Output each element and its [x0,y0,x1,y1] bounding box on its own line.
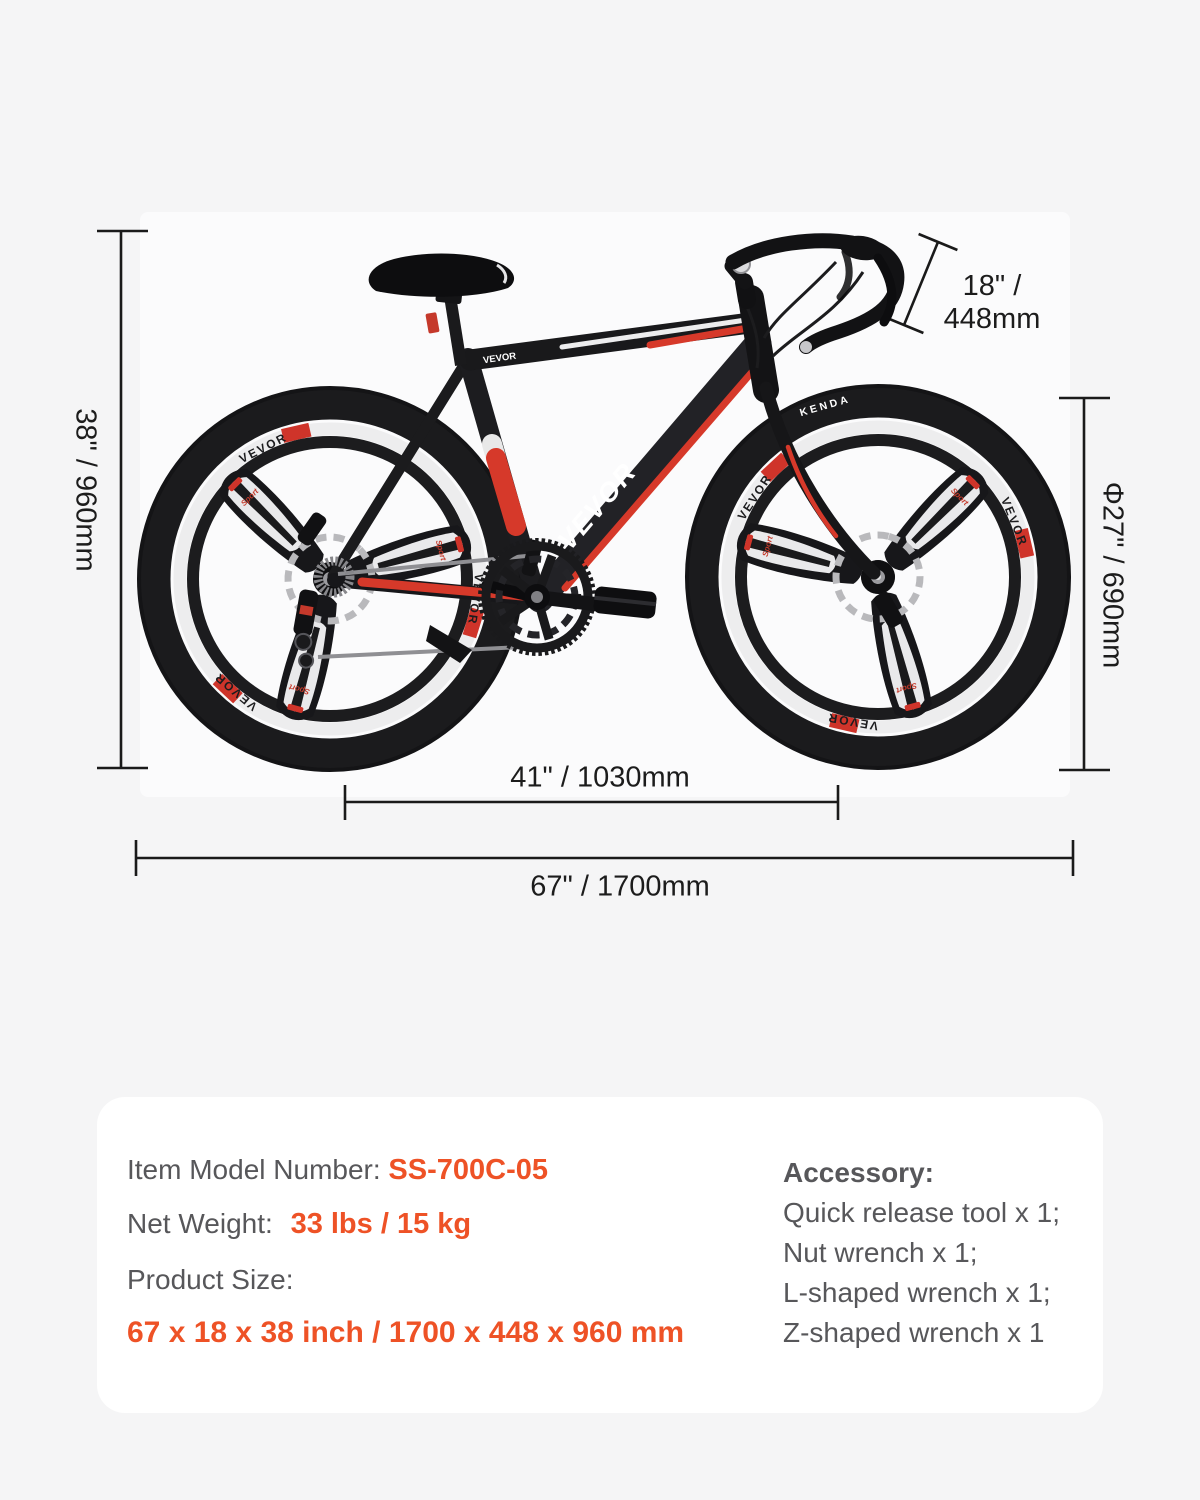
accessory-item: Quick release tool x 1; [783,1197,1061,1228]
bar-top [733,241,852,262]
brake-cable-1 [764,262,836,338]
saddle [369,254,514,297]
handlebar-dim-line [904,242,938,325]
accessory-item: Z-shaped wrench x 1 [783,1317,1045,1348]
accessory-item: Nut wrench x 1; [783,1237,978,1268]
model-row [127,1153,548,1187]
length-dimension-label: 67" / 1700mm [530,870,710,903]
size-label: Product Size: [127,1264,294,1295]
model-label: Item Model Number: [127,1154,381,1185]
weight-label: Net Weight: [127,1208,273,1239]
handlebar-dimension-line2: 448mm [943,303,1041,335]
accessory-list [783,1193,1060,1353]
size-value: 67 x 18 x 38 inch / 1700 x 448 x 960 mm [127,1316,685,1349]
weight-row [127,1207,471,1241]
wheelbase-dimension-label: 41" / 1030mm [510,761,690,794]
weight-value: 33 lbs / 15 kg [290,1208,472,1240]
accessory-block [783,1153,1060,1353]
accessory-item: L-shaped wrench x 1; [783,1277,1051,1308]
accessory-title: Accessory: [783,1157,934,1188]
toptube-brand-logo: VEVOR [482,350,517,367]
height-dimension-label: 38" / 960mm [69,408,102,572]
tire-brand-logo: KENDA [798,393,852,420]
far-brake-lever [840,252,849,297]
bike-illustration: VEVOR VEVOR VEVOR KENDA [0,0,1200,1500]
pedal [593,586,657,619]
seat-post [450,296,461,365]
handlebar-dimension-label [944,270,1041,336]
bar-end-cap [800,341,812,353]
wheel-dimension-label: Φ27" / 690mm [1096,481,1129,669]
red-reflector [425,312,439,334]
size-label-row [127,1263,294,1297]
model-value: SS-700C-05 [388,1154,549,1186]
handlebar-dimension-line1: 18" / [962,270,1022,302]
downtube-brand-logo: VEVOR [551,456,643,556]
spec-card [97,1097,1103,1413]
